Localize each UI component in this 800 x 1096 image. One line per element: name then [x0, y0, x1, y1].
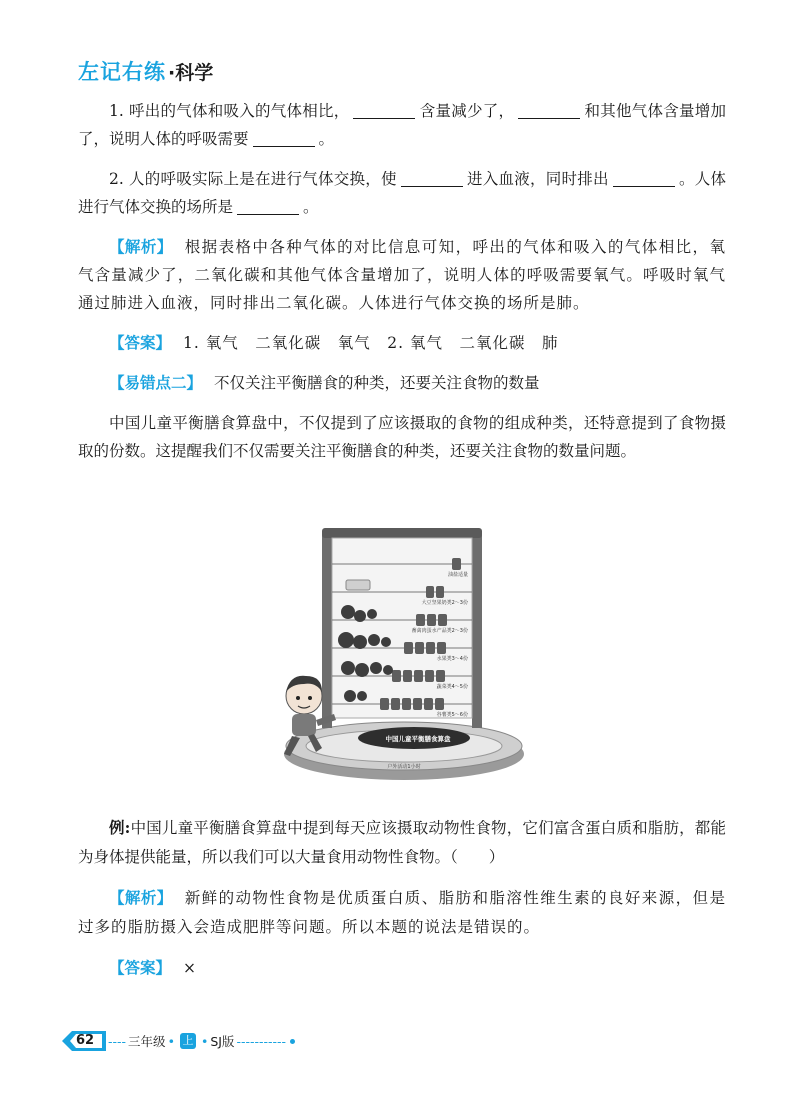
analysis-tag: 【解析】 — [109, 889, 173, 907]
analysis-2: 【解析】 新鲜的动物性食物是优质蛋白质、脂肪和脂溶性维生素的良好来源，但是过多的脂肪摄入会造成肥胖等问题。所以本题的说法是错误的。 — [78, 889, 726, 936]
blank — [518, 100, 580, 119]
page-number-badge — [62, 1030, 106, 1052]
example-question: 例:中国儿童平衡膳食算盘中提到每天应该摄取动物性食物，它们富含蛋白质和脂肪，都能为身体提供能量，所以我们可以大量食用动物性食物。（ ） — [78, 818, 726, 866]
analysis-1: 【解析】 根据表格中各种气体的对比信息可知，呼出的气体和吸入的气体相比，氧气含量减少了，二氧化碳和其他气体含量增加了，说明人体的呼吸需要氧气。呼吸时氧气通过肺进入血液，同时排出二氧化碳。人体进行气体交换的场所是肺。 — [78, 238, 726, 312]
blank — [253, 128, 315, 147]
analysis-tag: 【解析】 — [109, 238, 173, 256]
footer-dash: ----------- — [236, 1033, 287, 1049]
example-section — [78, 813, 726, 983]
main-content — [78, 97, 726, 465]
intro-paragraph: 中国儿童平衡膳食算盘中，不仅提到了应该摄取的食物的组成种类，还特意提到了食物摄取的份数。这提醒我们不仅需要关注平衡膳食的种类，还要关注食物的数量问题。 — [78, 414, 726, 460]
page-number: 62 — [76, 1033, 95, 1048]
abacus-illustration — [276, 524, 526, 786]
track-label: 户外活动1小时 — [387, 764, 421, 770]
blank — [237, 196, 299, 215]
footer-dash: ---- — [108, 1033, 127, 1049]
subject-title: ·科学 — [168, 62, 214, 84]
example-label: 例: — [109, 818, 131, 837]
footer-grade: 三年级 — [128, 1034, 166, 1049]
diet-abacus-figure — [276, 524, 526, 786]
footer-edition: SJ版 — [210, 1034, 235, 1049]
abacus-row-label: 蔬菜类4～5份 — [436, 684, 468, 690]
brand-title: 左记右练 — [78, 60, 166, 84]
abacus-plate-label: 中国儿童平衡膳食算盘 — [385, 735, 451, 743]
footer-dot — [290, 1039, 295, 1044]
answer-1: 【答案】 1. 氧气 二氧化碳 氧气 2. 氧气 二氧化碳 肺 — [109, 334, 559, 352]
abacus-row-label: 大豆坚果奶类2～3份 — [421, 600, 468, 606]
cross-mark: × — [183, 959, 197, 977]
abacus-row-label: 水果类3～4份 — [436, 656, 468, 662]
footer-term: 上 — [180, 1033, 196, 1049]
answer-2 — [78, 954, 726, 983]
question-2: 2. 人的呼吸实际上是在进行气体交换，使 进入血液，同时排出 。人体进行气体交换的场所是 。 — [78, 170, 726, 216]
page-footer: 62 ---- 三年级 • 上 • SJ版 ----------- — [62, 1030, 295, 1052]
answer-tag: 【答案】 — [109, 959, 172, 977]
error-point-tag: 【易错点二】 — [109, 374, 203, 392]
blank — [613, 168, 675, 187]
answer-tag: 【答案】 — [109, 334, 172, 352]
error-point-2: 【易错点二】 不仅关注平衡膳食的种类，还要关注食物的数量 — [109, 374, 540, 392]
blank — [353, 100, 415, 119]
page-header — [78, 56, 213, 86]
abacus-row-label: 谷薯类5～6份 — [436, 712, 468, 718]
blank — [401, 168, 463, 187]
question-1: 1. 呼出的气体和吸入的气体相比， 含量减少了， 和其他气体含量增加了，说明人体的呼吸需要 。 — [78, 102, 726, 148]
abacus-row-label: 油盐适量 — [447, 572, 468, 578]
abacus-row-label: 畜禽肉蛋水产品类2～3份 — [411, 628, 468, 634]
